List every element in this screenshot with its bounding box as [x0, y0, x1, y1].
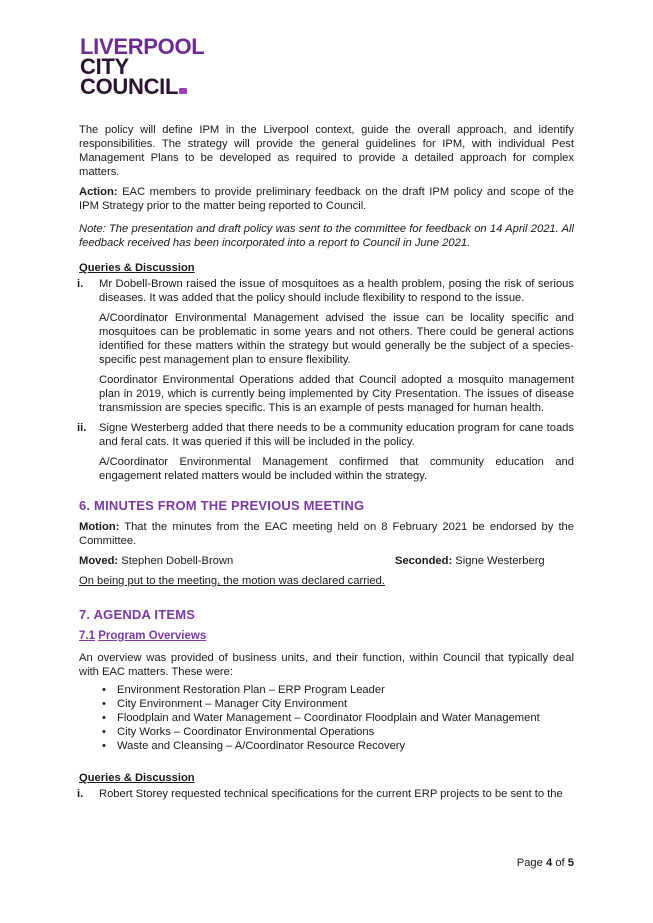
list-item [79, 421, 574, 483]
motion-paragraph [79, 520, 574, 548]
action-text: EAC members to provide preliminary feedback on the draft IPM policy and scope of the IPM Strategy prior to the matter being reported to Council. [79, 186, 574, 212]
overview-paragraph: An overview was provided of business units, and their function, within Council that typically deal with EAC matters. These were: [79, 652, 574, 678]
logo-line-1: LIVERPOOL [80, 34, 205, 59]
item-number: i. [77, 788, 84, 800]
logo-dot-icon [179, 88, 187, 94]
moved-field [79, 554, 233, 568]
seconded-label: Seconded: [395, 555, 453, 567]
item-paragraph: A/Coordinator Environmental Management confirmed that community education and engagement related matters would be included within the strategy. [99, 456, 574, 482]
logo-line-2: CITY [80, 54, 129, 79]
intro-paragraph: The policy will define IPM in the Liverpool context, guide the overall approach, and identify responsibilities. The strategy will provide the general guidelines for IPM, with individual Pest Management Plans to be developed as required to provide a detailed approach for complex matters. [79, 124, 574, 178]
page-total: 5 [567, 857, 574, 869]
list-item: • Floodplain and Water Management – Coordinator Floodplain and Water Management [117, 711, 574, 725]
of-word: of [552, 857, 568, 869]
action-label: Action: [79, 186, 118, 198]
item-paragraph: Signe Westerberg added that there needs to be a community education program for cane toads and feral cats. It was queried if this will be included in the policy. [99, 422, 574, 448]
queries-heading: Queries & Discussion [79, 262, 195, 274]
page-number [517, 857, 574, 869]
section-7-heading: 7. AGENDA ITEMS [79, 607, 196, 622]
document-body [79, 123, 574, 807]
item-number: ii. [77, 422, 87, 434]
business-units-list [79, 683, 574, 753]
page-current: 4 [545, 857, 553, 869]
list-item [79, 277, 574, 415]
item-paragraph: Mr Dobell-Brown raised the issue of mosquitoes as a health problem, posing the risk of serious diseases. It was added that the policy should include flexibility to respond to the issue. [99, 278, 574, 304]
logo-line-3: COUNCIL [80, 77, 204, 97]
seconded-field [395, 554, 545, 568]
moved-label: Moved: [79, 555, 119, 567]
liverpool-city-council-logo [80, 34, 205, 99]
seconded-value: Signe Westerberg [452, 555, 545, 567]
subsection-number: 7.1 [79, 630, 95, 642]
queries-heading-2: Queries & Discussion [79, 772, 195, 784]
page-word: Page [516, 857, 546, 869]
list-item: • City Works – Coordinator Environmental Operations [117, 725, 574, 739]
moved-seconded-row [79, 554, 574, 570]
item-paragraph: Robert Storey requested technical specifications for the current ERP projects to be sent to the [99, 788, 563, 800]
subsection-7-1-heading [79, 629, 574, 643]
list-item [79, 787, 574, 801]
motion-carried: On being put to the meeting, the motion was declared carried. [79, 575, 385, 587]
item-paragraph: A/Coordinator Environmental Management advised the issue can be locality specific and mosquitoes can be problematic in some years and not others. There could be general actions identified for these matters within the strategy but would generally be the subject of a species-specific pest management plan to ensure flexibility. [99, 312, 574, 366]
motion-text: That the minutes from the EAC meeting held on 8 February 2021 be endorsed by the Committee. [79, 521, 574, 547]
list-item: • Environment Restoration Plan – ERP Program Leader [117, 683, 574, 697]
action-paragraph [79, 185, 574, 213]
section-6-heading: 6. MINUTES FROM THE PREVIOUS MEETING [79, 498, 365, 513]
item-paragraph: Coordinator Environmental Operations added that Council adopted a mosquito management plan in 2019, which is currently being implemented by City Presentation. The issues of disease transmission are species specific. This is an example of pests managed for human health. [99, 374, 574, 414]
note-paragraph: Note: The presentation and draft policy was sent to the committee for feedback on 14 April 2021. All feedback received has been incorporated into a report to Council in June 2021. [79, 223, 574, 249]
moved-value: Stephen Dobell-Brown [118, 555, 234, 567]
motion-label: Motion: [79, 521, 120, 533]
list-item: • City Environment – Manager City Environment [117, 697, 574, 711]
list-item: • Waste and Cleansing – A/Coordinator Resource Recovery [117, 739, 574, 753]
item-number: i. [77, 278, 84, 290]
subsection-title: Program Overviews [98, 630, 207, 642]
